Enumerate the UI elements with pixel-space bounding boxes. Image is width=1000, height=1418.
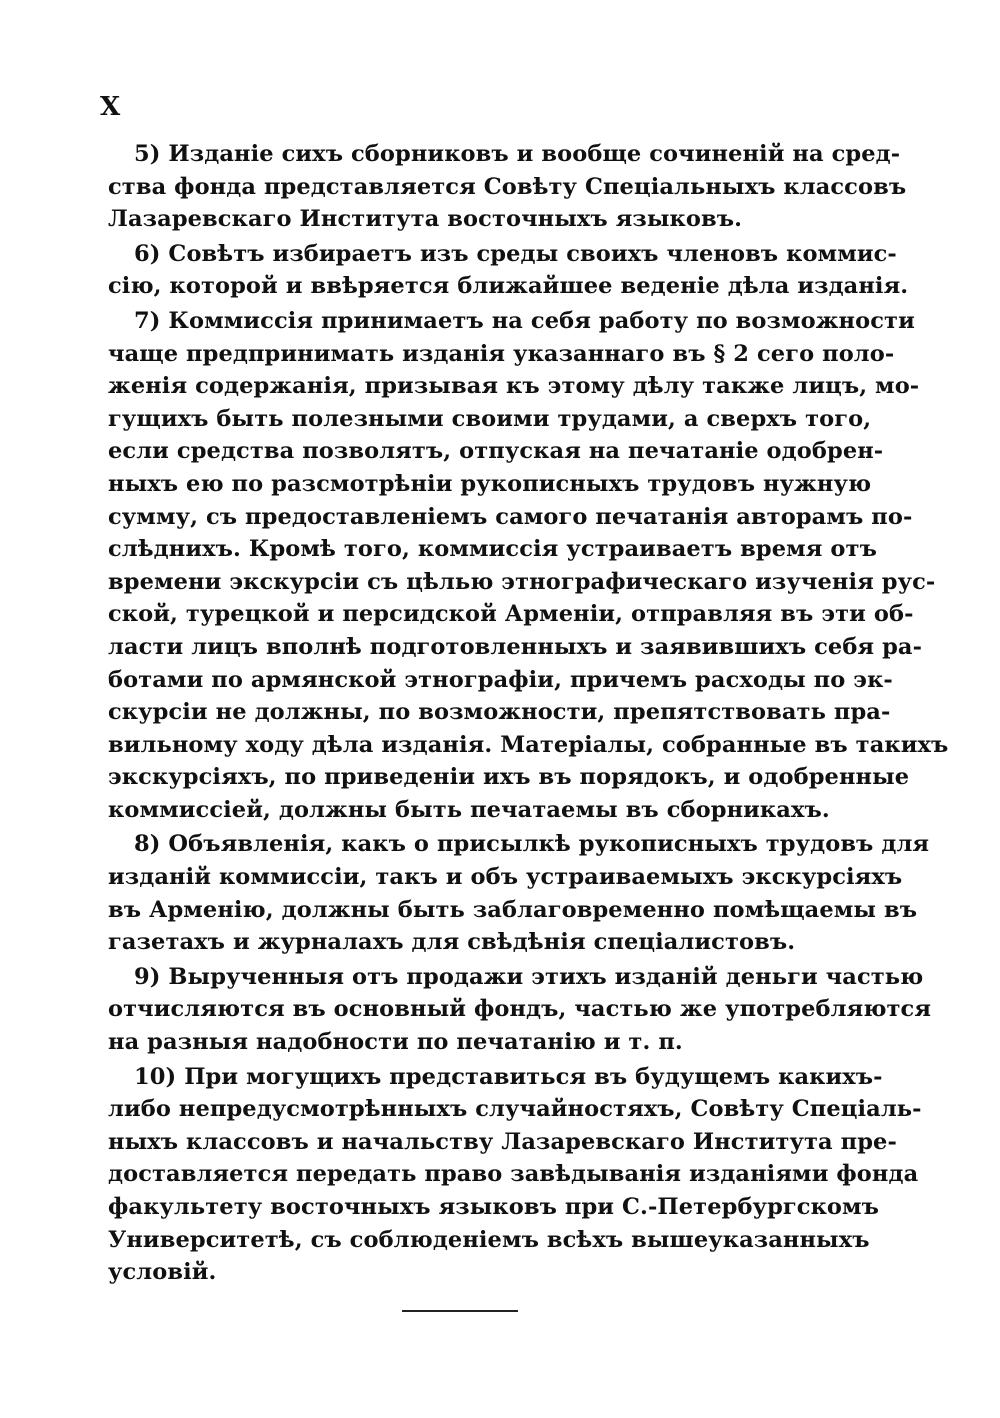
- text-line: женія содержанія, призывая къ этому дѣлу также лицъ, мо-: [108, 373, 920, 400]
- body-text: [108, 138, 949, 1289]
- text-line: ныхъ классовъ и начальству Лазаревскаго Института пре-: [108, 1128, 897, 1155]
- text-line: ботами по армянской этнографіи, причемъ расходы по эк-: [108, 666, 893, 693]
- text-line: доставляется передать право завѣдыванія изданіями фонда: [108, 1161, 919, 1188]
- page-number: X: [100, 92, 122, 122]
- text-line: ныхъ ею по разсмотрѣніи рукописныхъ трудовъ нужную: [108, 470, 872, 497]
- text-line: 6) Совѣтъ избираетъ изъ среды своихъ членовъ коммис-: [134, 240, 897, 267]
- text-line: сію, которой и ввѣряется ближайшее веденіе дѣла изданія.: [108, 273, 909, 300]
- text-line: Университетѣ, съ соблюденіемъ всѣхъ вышеуказанныхъ: [108, 1226, 870, 1253]
- text-line: ства фонда представляется Совѣту Спеціальныхъ классовъ: [108, 173, 907, 200]
- text-line: 5) Изданіе сихъ сборниковъ и вообще сочиненій на сред-: [134, 141, 901, 167]
- paragraph: [108, 1061, 922, 1289]
- text-line: экскурсіяхъ, по приведеніи ихъ въ порядокъ, и одобренные: [108, 764, 910, 791]
- text-line: если средства позволятъ, отпуская на печатаніе одобрен-: [108, 438, 884, 465]
- text-line: изданій коммиссіи, такъ и объ устраиваемыхъ экскурсіяхъ: [108, 864, 903, 891]
- text-line: 10) При могущихъ представиться въ будущемъ какихъ-: [134, 1063, 883, 1090]
- text-line: ской, турецкой и персидской Арменіи, отправляя въ эти об-: [108, 601, 914, 628]
- text-line: вильному ходу дѣла изданія. Матеріалы, собранные въ такихъ: [108, 731, 949, 758]
- text-line: условій.: [108, 1259, 217, 1286]
- text-line: чаще предпринимать изданія указаннаго въ § 2 сего поло-: [108, 340, 895, 367]
- paragraph: [108, 305, 949, 827]
- end-rule: [402, 1310, 518, 1312]
- text-line: 9) Вырученныя отъ продажи этихъ изданій деньги частью: [134, 963, 924, 990]
- text-line: 7) Коммиссія принимаетъ на себя работу по возможности: [134, 307, 915, 334]
- paragraph: [108, 961, 932, 1059]
- text-line: отчисляются въ основный фондъ, частью же употребляются: [108, 996, 932, 1023]
- paragraph: [108, 138, 907, 236]
- text-line: на разныя надобности по печатанію и т. п.: [108, 1029, 683, 1056]
- text-line: коммиссіей, должны быть печатаемы въ сборникахъ.: [108, 796, 830, 823]
- text-line: газетахъ и журналахъ для свѣдѣнія спеціалистовъ.: [108, 929, 796, 956]
- text-line: слѣднихъ. Кромѣ того, коммиссія устраиваетъ время отъ: [108, 536, 877, 563]
- text-line: либо непредусмотрѣнныхъ случайностяхъ, Совѣту Спеціаль-: [108, 1096, 922, 1123]
- text-line: сумму, съ предоставленіемъ самого печатанія авторамъ по-: [108, 503, 913, 530]
- text-line: гущихъ быть полезными своими трудами, а сверхъ того,: [108, 405, 872, 432]
- text-line: скурсіи не должны, по возможности, препятствовать пра-: [108, 699, 891, 726]
- text-line: ласти лицъ вполнѣ подготовленныхъ и заявившихъ себя ра-: [108, 633, 923, 660]
- text-line: времени экскурсіи съ цѣлью этнографическаго изученія рус-: [108, 568, 936, 595]
- text-line: въ Арменію, должны быть заблаговременно помѣщаемы въ: [108, 896, 918, 923]
- text-line: факультету восточныхъ языковъ при С.-Петербургскомъ: [108, 1194, 880, 1220]
- text-line: Лазаревскаго Института восточныхъ языковъ.: [108, 206, 743, 233]
- paragraph: [108, 828, 930, 958]
- paragraph: [108, 238, 909, 303]
- text-line: 8) Объявленія, какъ о присылкѣ рукописныхъ трудовъ для: [134, 831, 930, 858]
